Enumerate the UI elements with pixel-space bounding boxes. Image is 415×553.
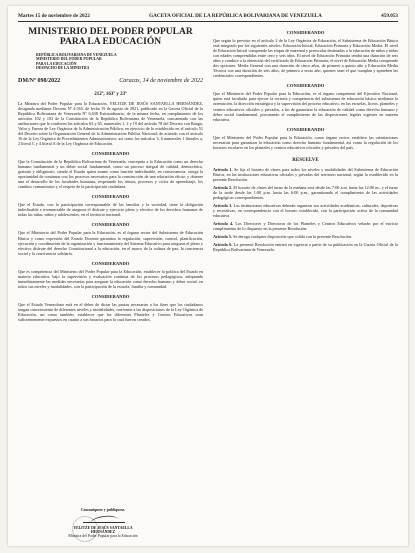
years-line: 212º, 163º y 23º: [94, 91, 127, 97]
article-6-text: La presente Resolución entrará en vigencia a partir de su publicación en la Gaceta Oficial de la República Bolivariana de Venezuela.: [213, 242, 398, 253]
article-5-text: Se deroga cualquier disposición que colida con la presente Resolución.: [233, 234, 352, 240]
ministry-title: MINISTERIO DEL PODER POPULAR PARA LA EDUCACIÓN: [28, 27, 193, 47]
considerando-5: Que el Estado Venezolano está en el deber de dictar las pautas necesarias a los fines que los ciudadanos tengan conocimiento de diferentes niveles y modalidades, conforme a las disposiciones de la Ley Orgánica de Educación, así como también, establecer que los diferentes Planteles y Centros Educativos sean suficientemente expuestos en cuanto a sus horarios para lo cual fueron creados.: [18, 301, 203, 323]
considerando-1: Que la Constitución de la República Bolivariana de Venezuela, conceptúa a la Educación como un derecho humano fundamental y un deber social fundamental, como un proceso integral de calidad, democrático, gratuito y obligatorio, siendo el Estado quien asume como función indeclinable, en consecuencia, otorga la oportunidad de continuar con los procesos necesarios para la construcción de una educación eficaz, y obtener una el desarrollo de las facultades humanas, respetando los ritmos, procesos y ciclos de aprendizaje, los cambios comunitarios y el respeto de la participación ciudadana.: [18, 159, 203, 190]
article-3: Artículo 3. Las instituciones educativas deberán organizar sus actividades académicas, culturales, deportivas y recreativas, en correspondencia con el horario establecido, con la participación activa de la comunidad educativa.: [213, 203, 399, 219]
article-1: Artículo 1. Se fija el horario de clases para todos los niveles y modalidades del Subsistema de Educación Básica, en las instituciones educativas oficiales y privadas del territorio nacional, según lo establecido en la presente Resolución.: [213, 166, 398, 182]
article-2: Artículo 2. El horario de clases del turno de la mañana será desde las 7:00 a.m. hasta las 12:00 m., y el turno de la tarde desde las 1:00 p.m. hasta las 6:00 p.m., garantizando el cumplimiento de las actividades pedagógicas correspondientes.: [213, 184, 399, 201]
considerando-6: Que según lo previsto en el artículo 2 de la Ley Orgánica de Educación, el Subsistema de Educación Básica está integrado por los siguientes niveles: Educación Inicial, Educación Primaria y Educación Media. El nivel de Educación Inicial comprende las etapas de maternal y preescolar destinadas a la educación de niños y niñas con edades comprendidas entre cero y seis años. El nivel de Educación Primaria tendrá una duración de seis años y conduce a la obtención del certificado de Educación Primaria; el nivel de Educación Media comprende dos opciones: Media General con una duración de cinco años, de primero a quinto año y Educación Media Técnica con una duración de seis años, de primero a sexto año, quienes sean el que cumplan y aprueben las credenciales correspondientes.: [213, 38, 398, 79]
left-column: [18, 25, 203, 325]
article-5: Artículo 5. Se deroga cualquier disposición que colida con la presente Resolución.: [213, 234, 352, 240]
office-line: DESPACHO DE LA MINISTRA: [36, 66, 90, 71]
considerando-2: Que el Estado, con la participación corresponsable de las familias y la sociedad, tiene la obligación indeclinable e irrenunciable de asegurar el disfrute y ejercicio pleno y efectivo de los derechos humanos de todas las niñas, niños y adolescentes, en el territorio nacional.: [18, 202, 203, 218]
considerando-heading-3: CONSIDERANDO: [91, 222, 130, 228]
header-publication: GACETA OFICIAL DE LA REPÚBLICA BOLIVARIANA DE VENEZUELA: [149, 13, 322, 19]
signature-line: [83, 522, 125, 523]
gazette-page: [8, 6, 408, 546]
considerando-heading-5: CONSIDERANDO: [91, 293, 130, 299]
ministry-line-1: MINISTERIO DEL PODER POPULAR: [36, 57, 102, 62]
ministry-heading-lines: [36, 53, 203, 71]
gazette-header: [18, 13, 398, 21]
header-date: Martes 15 de noviembre de 2022: [18, 13, 90, 19]
country-line: REPÚBLICA BOLIVARIANA DE VENEZUELA: [36, 53, 117, 57]
header-divider: [18, 21, 398, 22]
resuelve-heading: RESUELVE: [292, 157, 319, 163]
signatory-role: Ministra del Poder Popular para la Educación: [68, 534, 138, 538]
resolution-date: Caracas, 14 de noviembre de 2022: [119, 77, 203, 84]
article-4: Artículo 4. Los Directores y Directoras de los Planteles y Centros Educativos velarán por el estricto cumplimiento de lo dispuesto en la presente Resolución.: [213, 221, 398, 232]
article-1-text: Se fija el horario de clases para todos los niveles y modalidades del Subsistema de Educación Básica, en las instituciones educativas oficiales y privadas del territorio nacional, según lo establecido en la presente Resolución.: [213, 166, 398, 182]
article-3-text: Las instituciones educativas deberán organizar sus actividades académicas, culturales, deportivas y recreativas, en correspondencia con el horario establecido, con la participación activa de la comunidad educativa.: [213, 203, 399, 219]
article-4-text: Los Directores y Directoras de los Planteles y Centros Educativos velarán por el estricto cumplimiento de lo dispuesto en la presente Resolución.: [213, 221, 398, 232]
considerando-heading-4: CONSIDERANDO: [91, 260, 130, 266]
closing-text: Comuníquese y publíquese.: [80, 508, 126, 512]
resolution-reference: [18, 78, 203, 84]
considerando-3: Que el Ministerio del Poder Popular para la Educación, es el órgano rector del Subsistema de Educación Básica y como expresión del Estado Docente garantiza la regulación, supervisión, control, planificación, ejecución y coordinación de la organización y funcionamiento del Sistema Educativo para asegurar el pleno y efectivo disfrute del derecho Constitucional a la educación, en el marco de la cultura de paz, la conciencia social y la convivencia solidaria.: [18, 230, 203, 256]
article-2-text: El horario de clases del turno de la mañana será desde las 7:00 a.m. hasta las 12:00 m., y el turno de la tarde desde las 1:00 p.m. hasta las 6:00 p.m., garantizando el cumplimiento de las actividades pedagógicas correspondientes.: [213, 184, 399, 201]
intro-paragraph: La Ministra del Poder Popular para la Educación, YELITZE DE JESÚS SANTAELLA HERNÁNDEZ, designada mediante Decreto Nº 4.565, de fecha 19 de agosto de 2021, publicado en la Gaceta Oficial de la República Bolivariana de Venezuela Nº 6.638 Extraordinario, de la misma fecha, en cumplimiento de los artículos 102 y 103 de la Constitución de la República Bolivariana de Venezuela, concatenado con las atribuciones que le confieren los artículos 63 y 65, numerales 1, 2 y 19 del artículo 78 del Decreto con Rango, Valor y Fuerza de Ley Orgánica de la Administración Pública; en ejercicio de lo establecido en el artículo 51 del Decreto sobre la Organización General de la Administración Pública Nacional; de acuerdo con el artículo 16 de la Ley Orgánica de Procedimientos Administrativos; así como los artículos 3, 6 numerales 1 literales a, 2 literal C y 4 literal A de la Ley Orgánica de Educación.: [18, 100, 203, 146]
considerando-heading-2: CONSIDERANDO: [91, 194, 130, 200]
considerando-8: Que el Ministerio del Poder Popular para la Educación, como órgano rector, establece las orientaciones necesarias para garantizar la educación como derecho humano fundamental, así como la regulación de los horarios escolares en los planteles y centros educativos oficiales y privados del país.: [213, 134, 398, 150]
ministry-line-2: PARA LA EDUCACIÓN: [36, 61, 77, 66]
considerando-heading-6: CONSIDERANDO: [286, 30, 325, 35]
considerando-7: Que el Ministerio del Poder Popular para la Educación, es el órgano competente del Ejecutivo Nacional, quien está facultado para ejercer la rectoría y competencia del subsistema de educación básica, mediante la orientación, la dirección estratégica y la supervisión del proceso educativo, en las escuelas, liceos, planteles y centros educativos oficiales y privados, a fin de garantizar la educación de calidad como derecho humano y deber social fundamental, procurando el cumplimiento de las disposiciones legales vigentes en materia educativa.: [213, 91, 398, 122]
article-6: Artículo 6. La presente Resolución entrará en vigencia a partir de su publicación en la Gaceta Oficial de la República Bolivariana de Venezuela.: [213, 242, 398, 253]
considerando-heading-7: CONSIDERANDO: [286, 83, 325, 89]
considerando-heading-1: CONSIDERANDO: [91, 151, 130, 157]
dm-number: DM/Nº 098/2022: [18, 77, 61, 84]
signature-block: [68, 508, 138, 542]
considerando-heading-8: CONSIDERANDO: [286, 126, 325, 132]
signatory-name: YELITZE DE JESÚS SANTAELLA HERNÁNDEZ: [73, 526, 133, 535]
considerando-4: Que es competencia del Ministerio del Poder Popular para la Educación, establecer la política del Estado en materia educativa, bajo la supervisión y evaluación continua de los procesos pedagógicos, adoptando inmediatamente las medidas necesarias para asegurar la educación como derecho humano y deber social, en todos sus niveles y modalidades, con la participación de la escuela, familia y comunidad.: [18, 268, 203, 289]
right-column: [213, 25, 398, 255]
header-issue-number: 459.053: [381, 13, 398, 19]
